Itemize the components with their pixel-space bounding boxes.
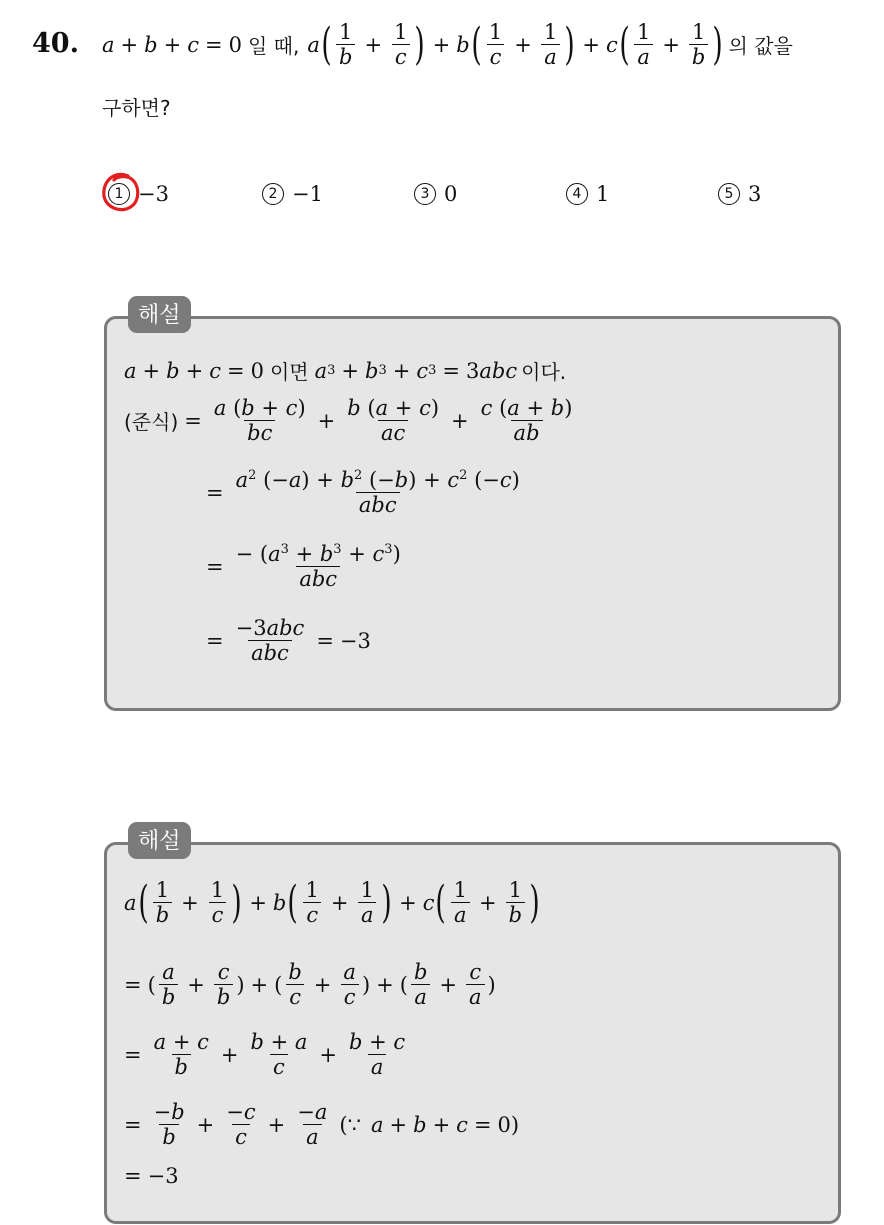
explanation-1-line-1: a + b + c = 0 이면 a 3 + b 3 + c 3 = 3abc 이다. — [124, 358, 567, 384]
question-text: a + b + c = 0 일 때, a ( $\frac{1}{b}$ + $\frac{1}{c}$ ) + b ( $\frac{1}{c}$ + $\frac{1}{a}$ ) + c ( $\frac{1}{a}$ + $\frac{1}{b}$ ) 의 값을 — [102, 18, 793, 70]
question-condition: 일 때, — [247, 34, 300, 59]
question-number: 40. — [32, 28, 79, 59]
choice-1[interactable] — [108, 182, 169, 206]
explanation-2-result: −3 — [147, 1164, 179, 1188]
question-asks: 의 값을 — [728, 34, 793, 59]
explanation-1-result: −3 — [339, 628, 371, 653]
choice-2-number: 2 — [262, 183, 284, 205]
choice-3-value: 0 — [444, 182, 458, 206]
explanation-1-line-4: = $\frac{- (a^3 + b^3 + c^3)}{\text{abc}}$ — [206, 542, 401, 592]
explanation-1-line-5: = $\frac{\text{−3abc}}{\text{abc}}$ = −3 — [206, 616, 371, 666]
choice-3[interactable] — [414, 182, 457, 206]
explanation-1-line-2: (준식) = $\frac{a (b + c)}{bc}$ + $\frac{b (a + c)}{ac}$ + $\frac{c (a + b)}{ab}$ — [124, 396, 573, 446]
explanation-2-line-5: = −3 — [124, 1164, 179, 1188]
explanation-2-line-2: = ( $\frac{a}{b}$ + $\frac{c}{b}$ ) + ( $\frac{b}{c}$ + $\frac{a}{c}$ ) + ( $\frac{b}{a}$ + $\frac{c}{a}$ ) — [124, 960, 496, 1010]
question-line2: 구하면? — [102, 96, 171, 120]
choice-5[interactable] — [718, 182, 761, 206]
explanation-2-tag: 해설 — [128, 822, 191, 859]
choice-5-value: 3 — [748, 182, 762, 206]
explanation-2-line-1: a ( $\frac{1}{b}$ + $\frac{1}{c}$ ) + b ( $\frac{1}{c}$ + $\frac{1}{a}$ ) + c ( $\frac{1}{a}$ + $\frac{1}{b}$ ) — [124, 876, 540, 928]
answer-choices — [0, 178, 884, 218]
choice-4[interactable] — [566, 182, 609, 206]
choice-1-number: 1 — [108, 183, 130, 205]
explanation-1-tag: 해설 — [128, 296, 191, 333]
explanation-2-line-4: = $\frac{-b}{b}$ + $\frac{-c}{c}$ + $\frac{-a}{a}$ (∵ a + b + c = 0) — [124, 1100, 520, 1150]
choice-2-value: −1 — [292, 182, 323, 206]
explanation-2-line-3: = $\frac{a + c}{b}$ + $\frac{b + a}{c}$ + $\frac{b + c}{a}$ — [124, 1030, 406, 1080]
choice-4-value: 1 — [596, 182, 610, 206]
choice-5-number: 5 — [718, 183, 740, 205]
choice-2[interactable] — [262, 182, 323, 206]
choice-3-number: 3 — [414, 183, 436, 205]
choice-4-number: 4 — [566, 183, 588, 205]
choice-1-value: −3 — [138, 182, 169, 206]
explanation-1-line-3: = $\frac{a^2 (-a) + b^2 (-b) + c^2 (-c)}{\text{abc}}$ — [206, 468, 520, 518]
